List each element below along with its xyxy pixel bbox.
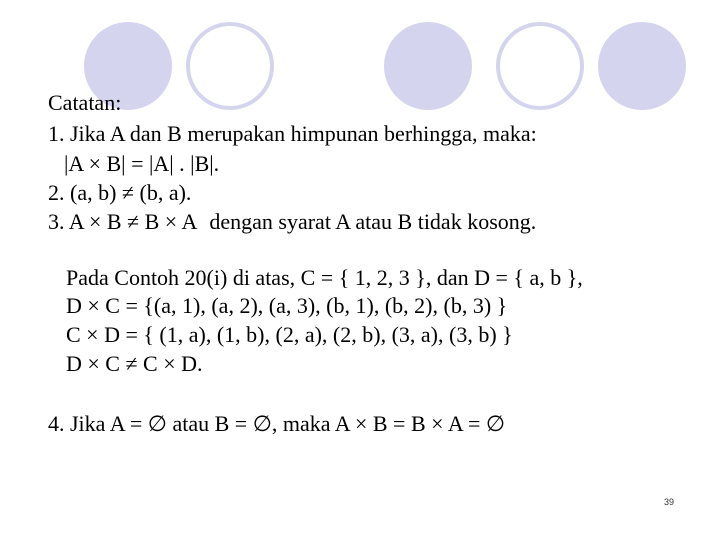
- example-line-1-text: Pada Contoh 20(i) di atas, C = { 1, 2, 3 }, dan D = { a, b },: [66, 265, 583, 290]
- example-line-2-text: D × C = {(a, 1), (a, 2), (a, 3), (b, 1), (b, 2), (b, 3) }: [66, 293, 508, 318]
- example-line-4: [66, 351, 203, 377]
- notes-heading-text: Catatan:: [48, 90, 122, 115]
- note-item-1: [48, 121, 537, 147]
- notes-heading: [48, 90, 121, 116]
- decorative-ring-2: [496, 22, 584, 110]
- decorative-circle-3: [598, 22, 686, 110]
- cardinality-formula-text: |A × B| = |A| . |B|.: [64, 151, 220, 176]
- note-item-1-text: 1. Jika A dan B merupakan himpunan berhingga, maka:: [48, 121, 537, 146]
- page-number: 39: [664, 497, 675, 507]
- decorative-circle-2: [384, 22, 472, 110]
- note-item-3-condition: dengan syarat A atau B tidak kosong.: [209, 209, 537, 234]
- example-line-2: [66, 293, 507, 319]
- note-item-2: [48, 180, 191, 206]
- decorative-ring-1: [186, 22, 274, 110]
- note-item-4-text: 4. Jika A = ∅ atau B = ∅, maka A × B = B × A = ∅: [48, 411, 506, 436]
- example-line-1: [66, 265, 583, 291]
- cardinality-formula: [64, 151, 219, 177]
- note-item-3-text: 3. A × B ≠ B × A: [48, 209, 198, 234]
- example-line-3: [66, 322, 513, 348]
- example-line-4-text: D × C ≠ C × D.: [66, 351, 203, 376]
- note-item-2-text: 2. (a, b) ≠ (b, a).: [48, 180, 192, 205]
- note-item-3: [48, 209, 536, 235]
- note-item-4: [48, 411, 505, 437]
- example-line-3-text: C × D = { (1, a), (1, b), (2, a), (2, b), (3, a), (3, b) }: [66, 322, 513, 347]
